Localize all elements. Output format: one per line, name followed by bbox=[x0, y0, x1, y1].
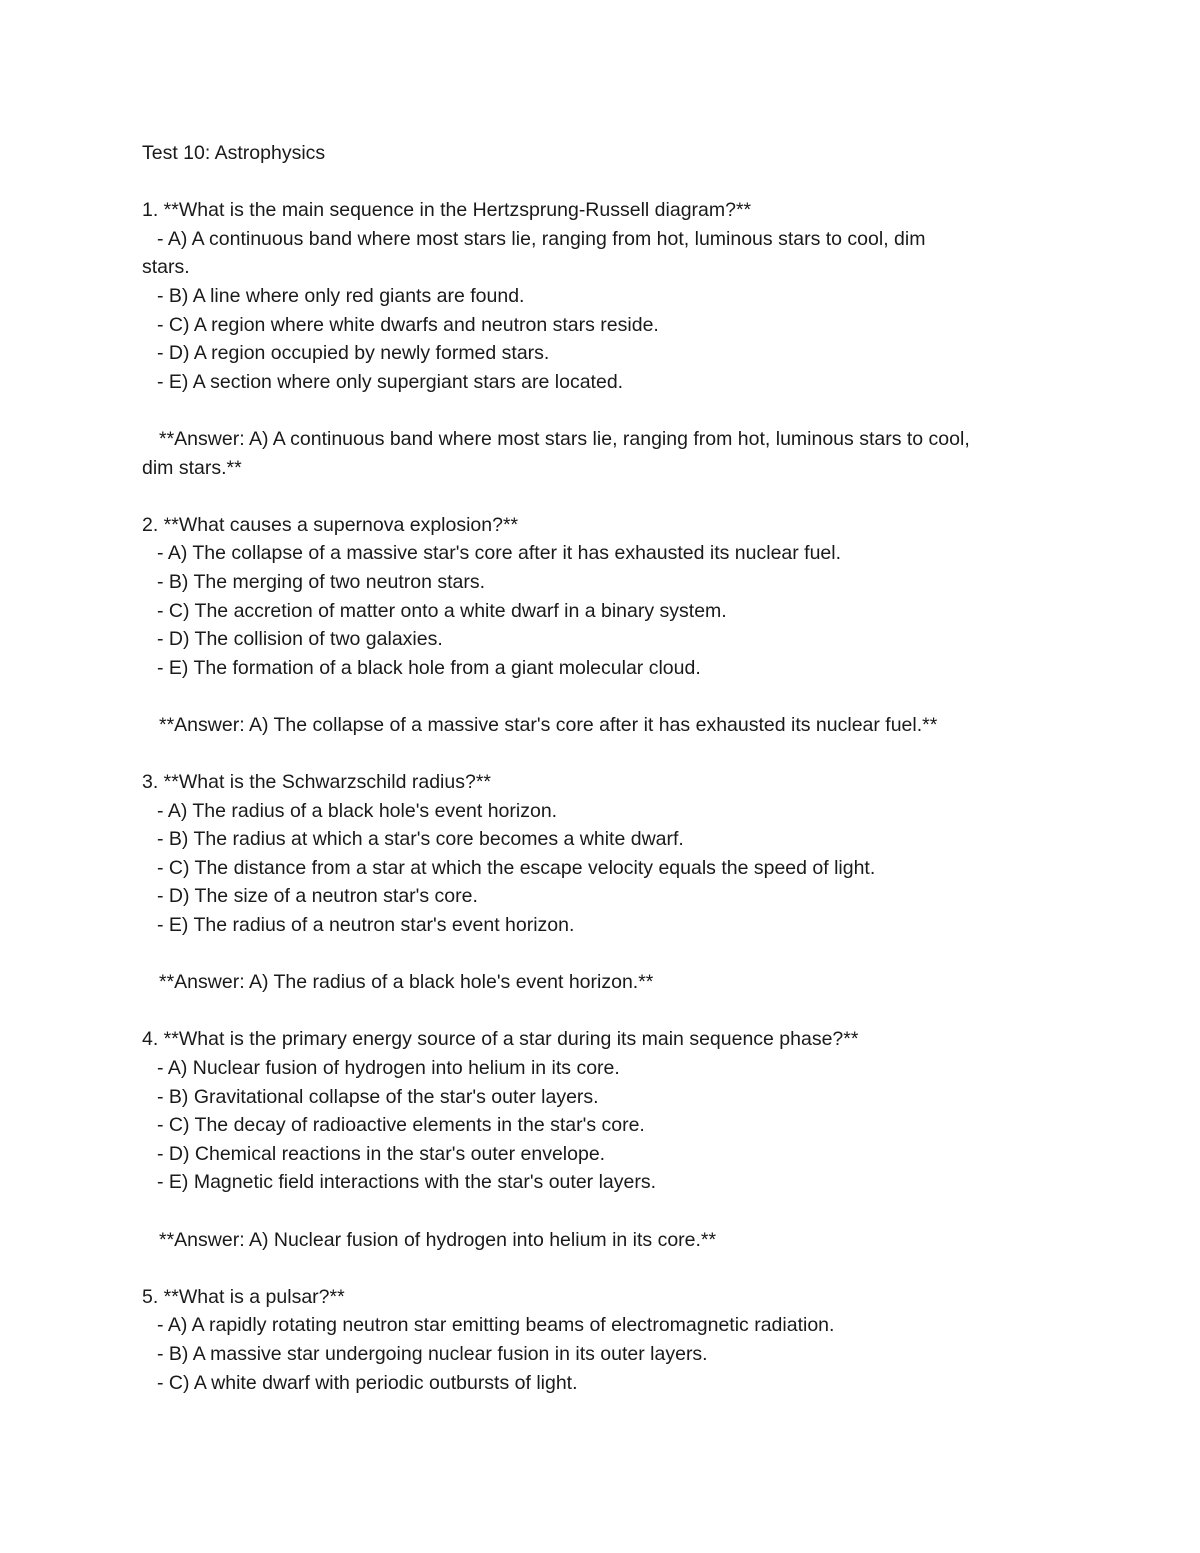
answer-option: - C) The accretion of matter onto a white dwarf in a binary system. bbox=[157, 599, 727, 622]
answer-option: - A) The radius of a black hole's event horizon. bbox=[157, 799, 558, 822]
spacer bbox=[142, 396, 1072, 425]
answer-option: - D) The collision of two galaxies. bbox=[157, 628, 443, 651]
answer-option: - C) A white dwarf with periodic outbursts of light. bbox=[157, 1371, 578, 1394]
spacer bbox=[142, 940, 1072, 969]
question-prompt: 1. **What is the main sequence in the Hertzsprung-Russell diagram?** bbox=[142, 199, 752, 222]
correct-answer: **Answer: A) Nuclear fusion of hydrogen into helium in its core.** bbox=[159, 1228, 717, 1251]
question-block bbox=[142, 1283, 1072, 1397]
document-page bbox=[142, 139, 1072, 1397]
answer-option: - B) The radius at which a star's core becomes a white dwarf. bbox=[157, 828, 684, 851]
answer-option: - E) The formation of a black hole from a giant molecular cloud. bbox=[157, 656, 701, 679]
answer-option: - C) The decay of radioactive elements in the star's core. bbox=[157, 1114, 645, 1137]
answer-option: - B) Gravitational collapse of the star's outer layers. bbox=[157, 1085, 599, 1108]
answer-option: - A) Nuclear fusion of hydrogen into helium in its core. bbox=[157, 1057, 620, 1079]
answer-option: - A) The collapse of a massive star's core after it has exhausted its nuclear fuel. bbox=[157, 542, 842, 565]
question-block bbox=[142, 1025, 1072, 1282]
answer-option: - A) A continuous band where most stars lie, ranging from hot, luminous stars to cool, dim bbox=[157, 227, 926, 250]
spacer bbox=[142, 682, 1072, 711]
answer-option-continuation: stars. bbox=[142, 256, 190, 279]
answer-option: - E) Magnetic field interactions with the star's outer layers. bbox=[157, 1171, 657, 1194]
question-block bbox=[142, 768, 1072, 1025]
answer-option: - A) A rapidly rotating neutron star emitting beams of electromagnetic radiation. bbox=[157, 1314, 835, 1337]
answer-option: - C) A region where white dwarfs and neutron stars reside. bbox=[157, 313, 659, 336]
answer-option: - C) The distance from a star at which the escape velocity equals the speed of light. bbox=[157, 856, 876, 879]
spacer bbox=[142, 482, 1072, 511]
question-prompt: 5. **What is a pulsar?** bbox=[142, 1285, 345, 1308]
correct-answer: **Answer: A) The radius of a black hole's event horizon.** bbox=[159, 971, 654, 994]
answer-option: - B) The merging of two neutron stars. bbox=[157, 570, 486, 593]
answer-option: - B) A line where only red giants are found. bbox=[157, 284, 525, 307]
spacer bbox=[142, 168, 1072, 197]
spacer bbox=[142, 1254, 1072, 1283]
question-block bbox=[142, 196, 1072, 511]
spacer bbox=[142, 1197, 1072, 1226]
spacer bbox=[142, 997, 1072, 1026]
answer-option: - D) Chemical reactions in the star's outer envelope. bbox=[157, 1142, 606, 1165]
answer-option: - E) The radius of a neutron star's event horizon. bbox=[157, 914, 575, 937]
correct-answer: **Answer: A) The collapse of a massive star's core after it has exhausted its nuclear fuel.** bbox=[159, 713, 938, 736]
answer-option: - D) The size of a neutron star's core. bbox=[157, 885, 478, 908]
question-prompt: 3. **What is the Schwarzschild radius?** bbox=[142, 771, 491, 794]
correct-answer-continuation: dim stars.** bbox=[142, 456, 242, 479]
answer-option: - E) A section where only supergiant stars are located. bbox=[157, 370, 624, 393]
correct-answer: **Answer: A) A continuous band where most stars lie, ranging from hot, luminous stars to cool, bbox=[159, 427, 970, 450]
question-prompt: 4. **What is the primary energy source of a star during its main sequence phase?** bbox=[142, 1028, 859, 1051]
question-prompt: 2. **What causes a supernova explosion?** bbox=[142, 513, 519, 536]
spacer bbox=[142, 739, 1072, 768]
question-block bbox=[142, 511, 1072, 768]
answer-option: - B) A massive star undergoing nuclear fusion in its outer layers. bbox=[157, 1342, 708, 1365]
document-title: Test 10: Astrophysics bbox=[142, 142, 326, 164]
answer-option: - D) A region occupied by newly formed stars. bbox=[157, 342, 550, 365]
